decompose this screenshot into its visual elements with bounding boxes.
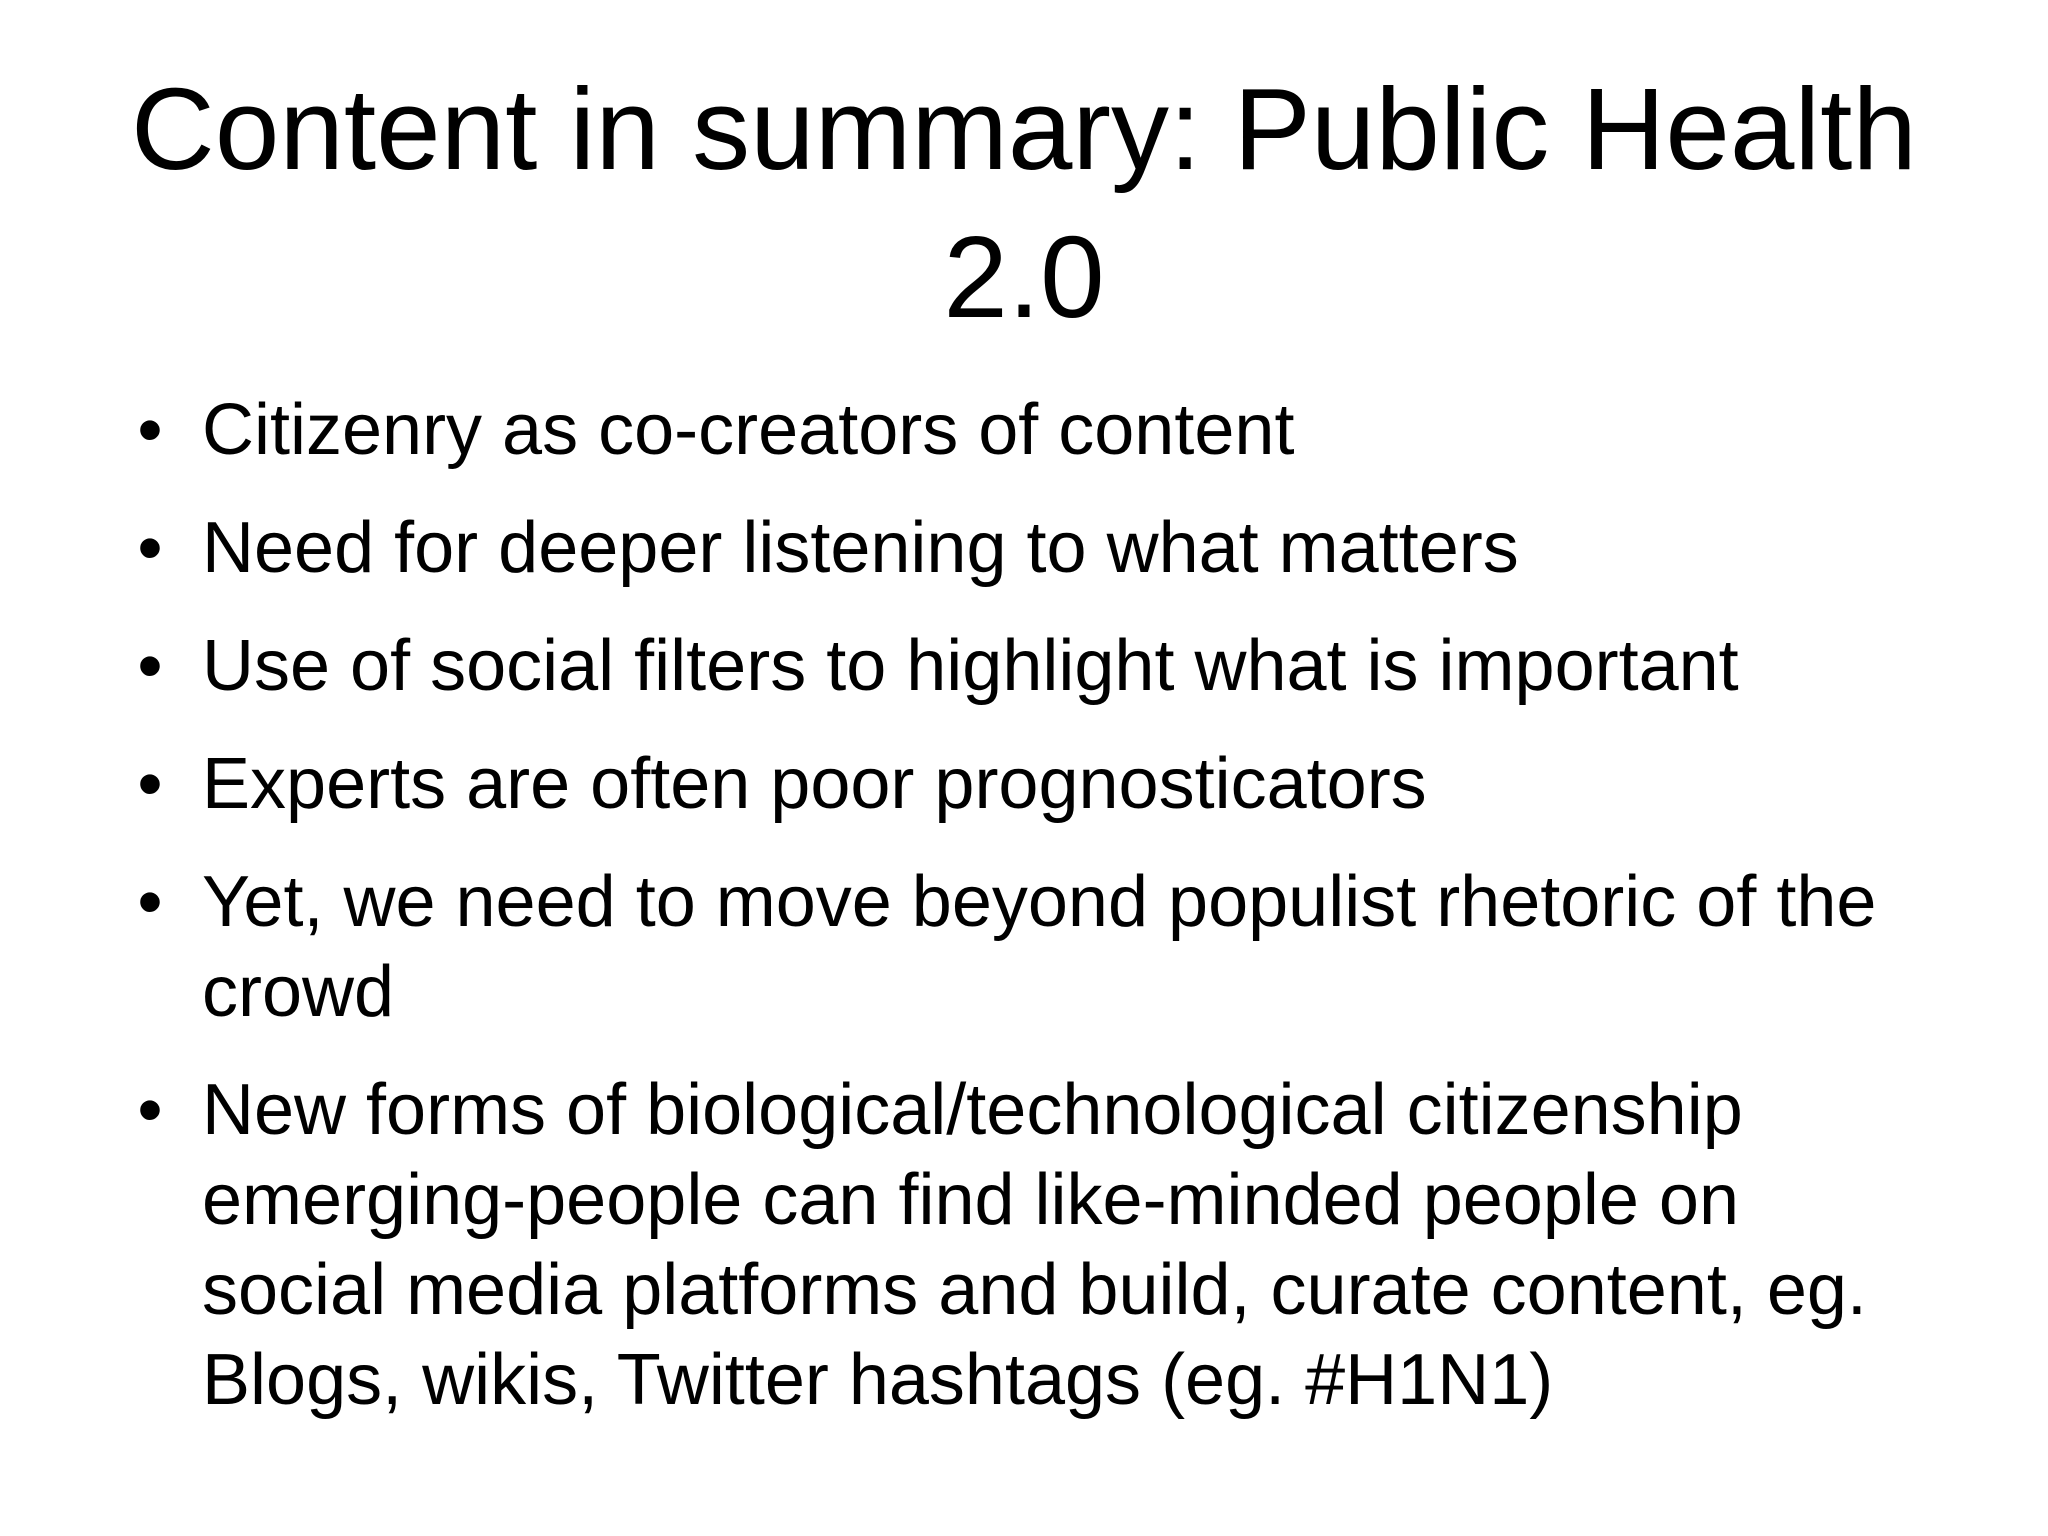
- bullet-icon: •: [137, 626, 163, 706]
- slide-title: Content in summary: Public Health 2.0: [131, 64, 1917, 342]
- bullet-item-3: [120, 621, 1940, 711]
- bullet-icon: •: [137, 390, 163, 470]
- bullet-text: Use of social filters to highlight what is important: [202, 626, 1739, 706]
- bullet-text: New forms of biological/technological citizenship emerging-people can find like-minded people on social media platforms and build, curate content, eg. Blogs, wikis, Twitter hashtags (eg. #H1N1): [202, 1070, 1867, 1420]
- bullet-icon: •: [137, 862, 163, 942]
- bullet-icon: •: [137, 744, 163, 824]
- bullet-text: Experts are often poor prognosticators: [202, 744, 1427, 824]
- bullet-item-1: [120, 385, 1940, 475]
- bullet-text: Yet, we need to move beyond populist rhetoric of the crowd: [202, 862, 1877, 1032]
- bullet-item-2: [120, 503, 1940, 593]
- bullet-item-5: [120, 857, 1940, 1037]
- bullet-item-6: [120, 1065, 1940, 1425]
- bullet-icon: •: [137, 1070, 163, 1150]
- bullet-item-4: [120, 739, 1940, 829]
- bullet-text: Citizenry as co-creators of content: [202, 390, 1295, 470]
- bullet-icon: •: [137, 508, 163, 588]
- bullet-text: Need for deeper listening to what matters: [202, 508, 1519, 588]
- bullet-list: [120, 385, 1940, 1453]
